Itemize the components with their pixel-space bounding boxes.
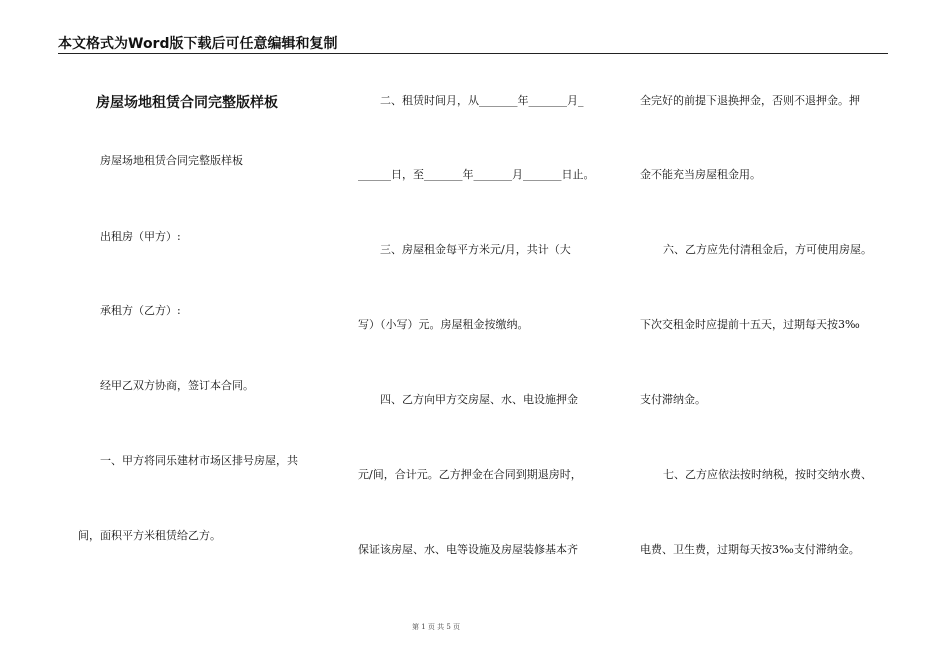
col2-line: 二、租赁时间月，从_______年_______月_ (380, 94, 584, 107)
col3-line: 电费、卫生费，过期每天按3‰支付滞纳金。 (640, 543, 860, 556)
col1-line: 一、甲方将同乐建材市场区排号房屋，共 (100, 454, 298, 467)
col3-line: 全完好的前提下退换押金，否则不退押金。押 (640, 94, 860, 107)
col3-line: 六、乙方应先付清租金后，方可使用房屋。 (663, 243, 872, 256)
col3-line: 七、乙方应依法按时纳税，按时交纳水费、 (663, 468, 872, 481)
col2-line: 三、房屋租金每平方米元/月，共计（大 (380, 243, 571, 256)
page-footer: 第 1 页 共 5 页 (412, 623, 461, 631)
col2-line: 写）（小写）元。房屋租金按缴纳。 (358, 318, 529, 331)
header-divider (58, 53, 888, 54)
col2-line: ______日，至_______年_______月_______日止。 (358, 168, 595, 181)
col2-line: 四、乙方向甲方交房屋、水、电设施押金 (380, 393, 578, 406)
col3-line: 支付滞纳金。 (640, 393, 706, 406)
col2-line: 保证该房屋、水、电等设施及房屋装修基本齐 (358, 543, 578, 556)
col1-line: 经甲乙双方协商，签订本合同。 (100, 379, 254, 392)
col1-line: 承租方（乙方）: (100, 304, 181, 317)
col3-line: 金不能充当房屋租金用。 (640, 168, 761, 181)
col2-line: 元/间，合计元。乙方押金在合同到期退房时， (358, 468, 582, 481)
col1-line: 间，面积平方米租赁给乙方。 (78, 529, 221, 542)
col3-line: 下次交租金时应提前十五天，过期每天按3‰ (640, 318, 860, 331)
col1-line: 房屋场地租赁合同完整版样板 (100, 154, 243, 167)
document-header: 本文格式为Word版下载后可任意编辑和复制 (58, 36, 338, 52)
col1-line: 出租房（甲方）: (100, 230, 181, 243)
document-title: 房屋场地租赁合同完整版样板 (96, 95, 278, 111)
